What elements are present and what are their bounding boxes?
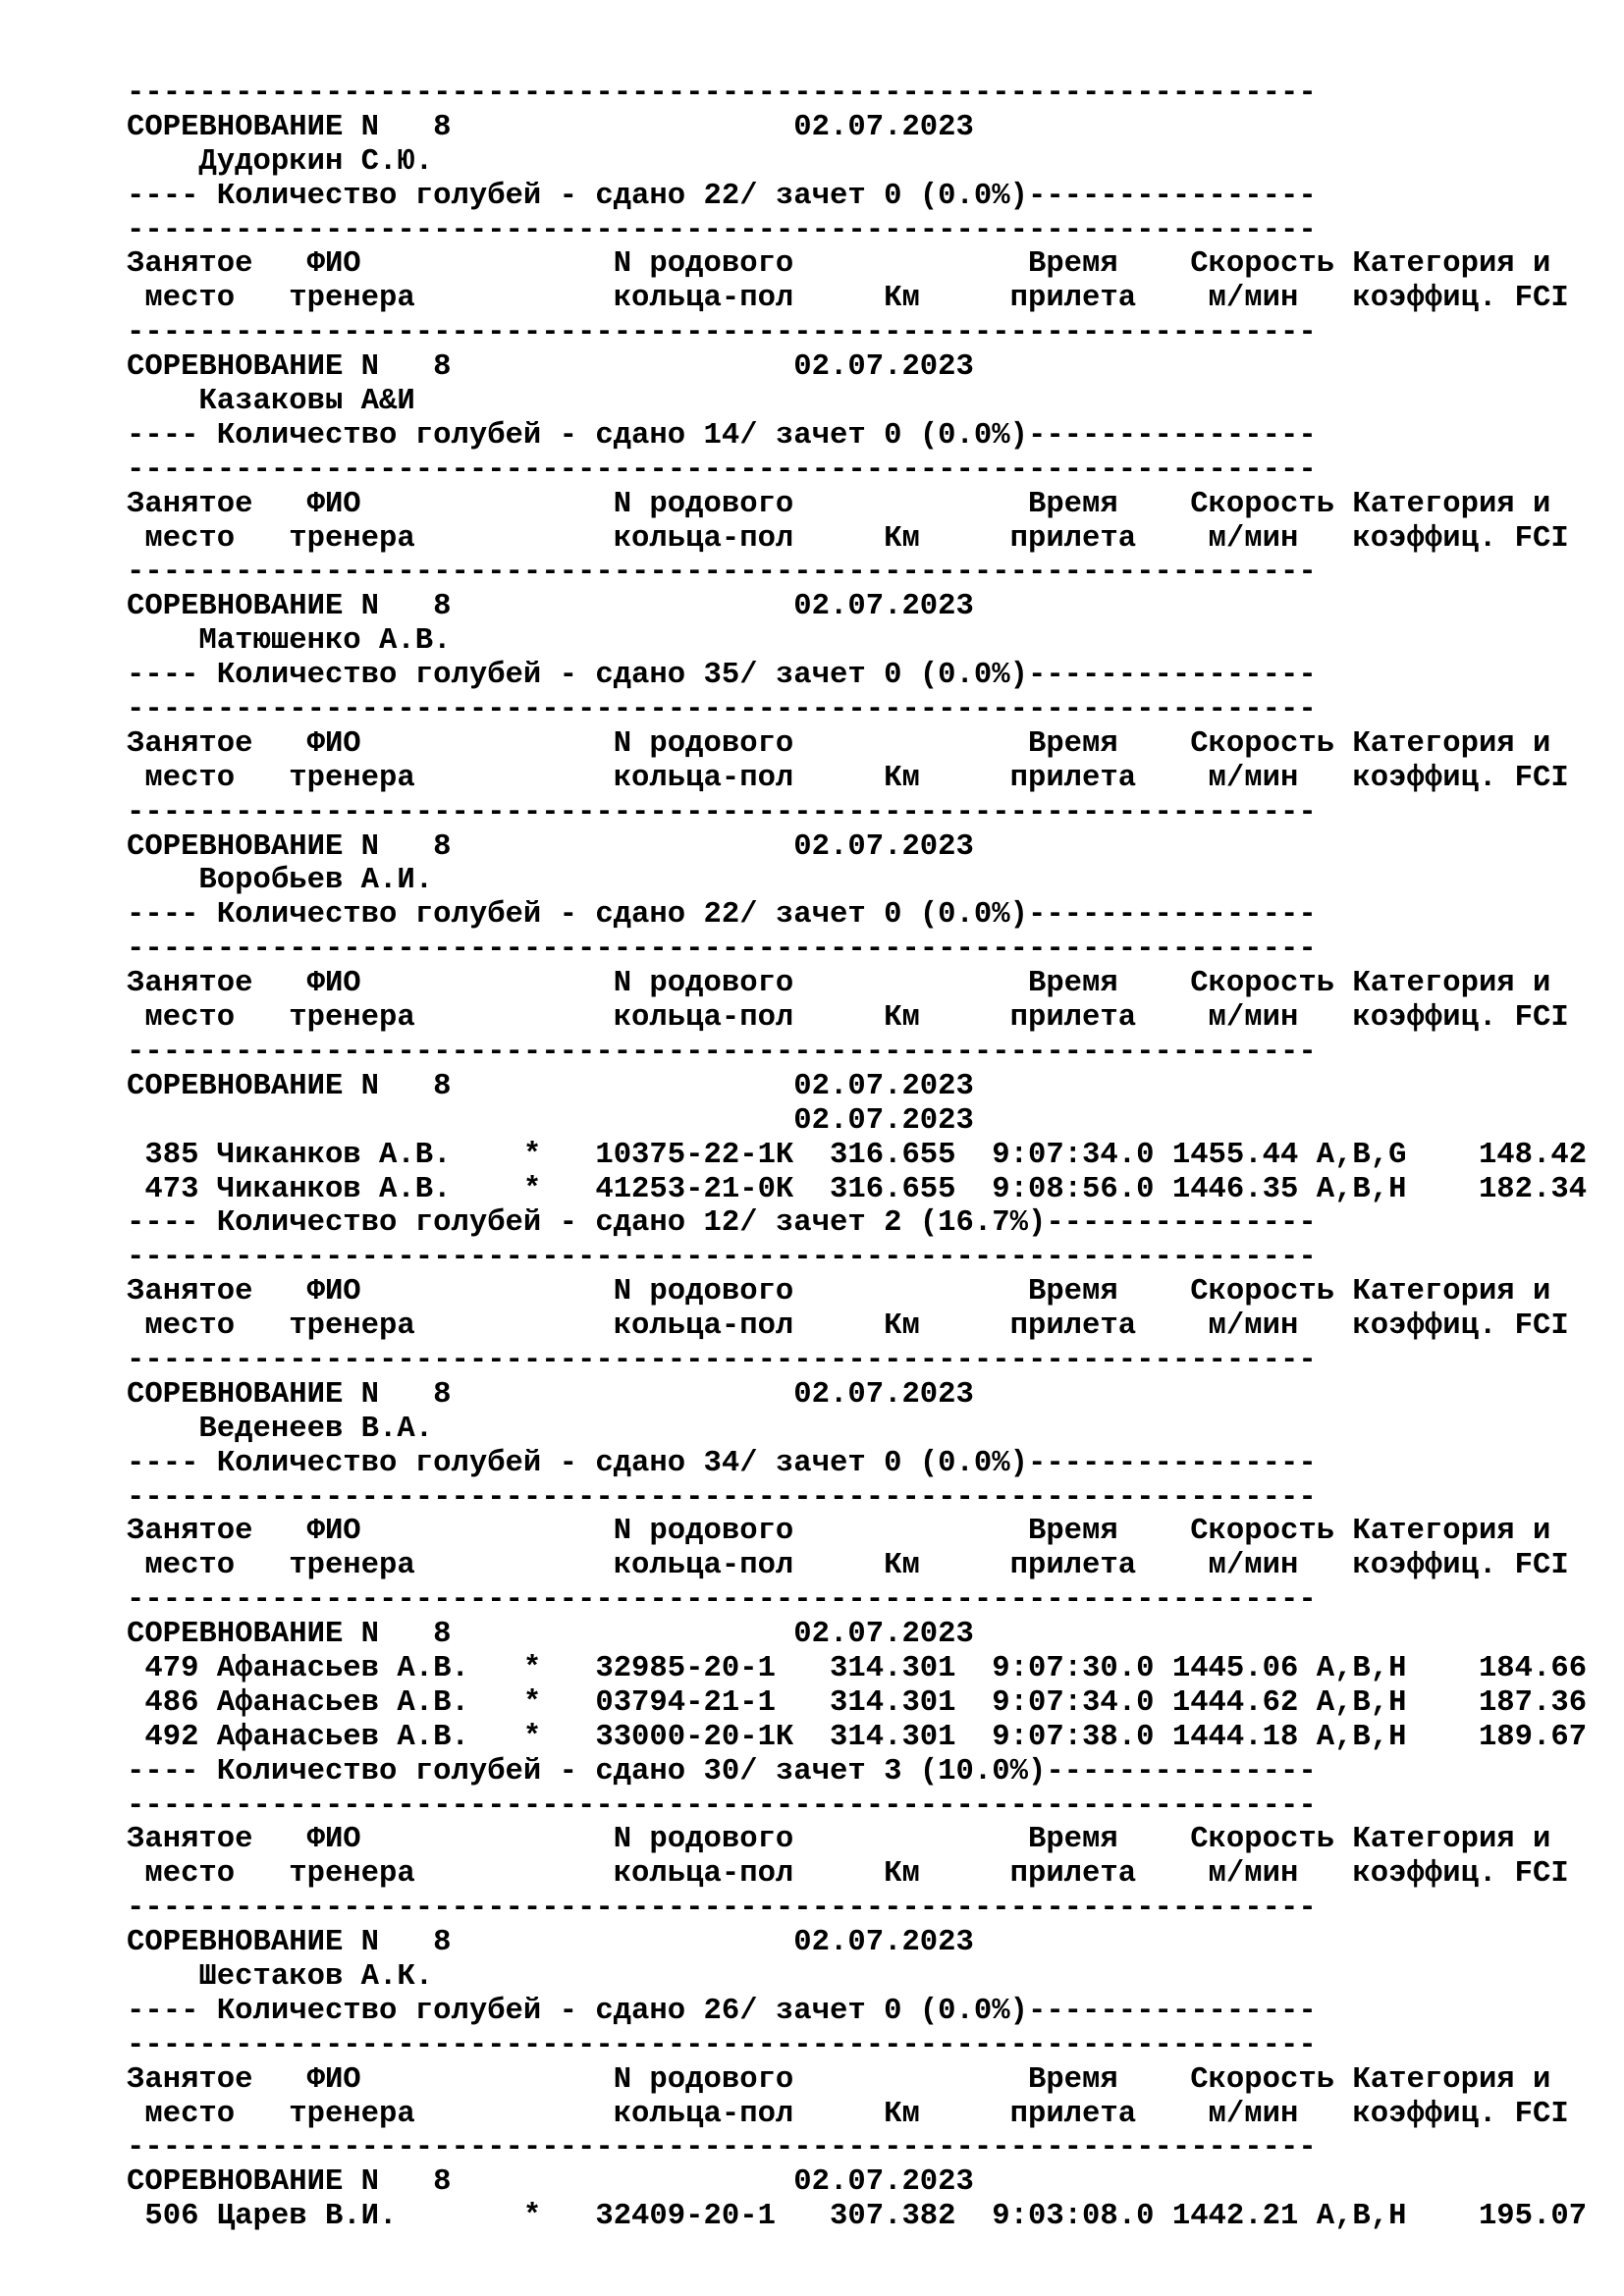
column-header-row: место тренера кольца-пол Км прилета м/мин коэффиц. FCI <box>127 1857 1569 1892</box>
date-line: 02.07.2023 <box>127 1103 974 1138</box>
birds-count-summary: ---- Количество голубей - сдано 22/ зачет 0 (0.0%)---------------- <box>127 179 1317 213</box>
competition-header: СОРЕВНОВАНИЕ N 8 02.07.2023 <box>127 829 974 864</box>
trainer-name: Дудоркин С.Ю. <box>127 144 434 179</box>
separator-line: ------------------------------------------------------------------ <box>127 2028 1317 2062</box>
separator-line: ------------------------------------------------------------------ <box>127 213 1317 247</box>
column-header-row: место тренера кольца-пол Км прилета м/мин коэффиц. FCI <box>127 2097 1569 2131</box>
separator-line: ------------------------------------------------------------------ <box>127 693 1317 727</box>
report-sheet <box>127 77 1599 2234</box>
birds-count-summary: ---- Количество голубей - сдано 14/ зачет 0 (0.0%)---------------- <box>127 418 1317 453</box>
separator-line: ------------------------------------------------------------------ <box>127 1892 1317 1926</box>
competition-header: СОРЕВНОВАНИЕ N 8 02.07.2023 <box>127 1926 974 1960</box>
column-header-row: Занятое ФИО N родового Время Скорость Категория и <box>127 967 1551 1001</box>
column-header-row: место тренера кольца-пол Км прилета м/мин коэффиц. FCI <box>127 1001 1569 1036</box>
result-row: 473 Чиканков А.В. * 41253-21-0К 316.655 9:08:56.0 1446.35 A,B,H 182.34 <box>127 1172 1588 1206</box>
birds-count-summary: ---- Количество голубей - сдано 35/ зачет 0 (0.0%)---------------- <box>127 659 1317 693</box>
birds-count-summary: ---- Количество голубей - сдано 26/ зачет 0 (0.0%)---------------- <box>127 1994 1317 2028</box>
competition-header: СОРЕВНОВАНИЕ N 8 02.07.2023 <box>127 1377 974 1412</box>
separator-line: ------------------------------------------------------------------ <box>127 453 1317 487</box>
column-header-row: место тренера кольца-пол Км прилета м/мин коэффиц. FCI <box>127 1549 1569 1583</box>
separator-line: ------------------------------------------------------------------ <box>127 1035 1317 1069</box>
column-header-row: место тренера кольца-пол Км прилета м/мин коэффиц. FCI <box>127 1309 1569 1344</box>
trainer-name: Казаковы А&И <box>127 385 415 419</box>
separator-line: ------------------------------------------------------------------ <box>127 795 1317 829</box>
column-header-row: Занятое ФИО N родового Время Скорость Категория и <box>127 726 1551 761</box>
separator-line: ------------------------------------------------------------------ <box>127 77 1317 110</box>
competition-header: СОРЕВНОВАНИЕ N 8 02.07.2023 <box>127 350 974 385</box>
result-row: 492 Афанасьев А.В. * 33000-20-1К 314.301 9:07:38.0 1444.18 A,B,H 189.67 <box>127 1720 1588 1754</box>
column-header-row: Занятое ФИО N родового Время Скорость Категория и <box>127 247 1551 282</box>
trainer-name: Матюшенко А.В. <box>127 624 452 659</box>
competition-header: СОРЕВНОВАНИЕ N 8 02.07.2023 <box>127 110 974 144</box>
result-row: 506 Царев В.И. * 32409-20-1 307.382 9:03:08.0 1442.21 A,B,H 195.07 <box>127 2200 1588 2234</box>
column-header-row: место тренера кольца-пол Км прилета м/мин коэффиц. FCI <box>127 521 1569 556</box>
separator-line: ------------------------------------------------------------------ <box>127 316 1317 350</box>
separator-line: ------------------------------------------------------------------ <box>127 933 1317 967</box>
birds-count-summary: ---- Количество голубей - сдано 30/ зачет 3 (10.0%)--------------- <box>127 1754 1317 1789</box>
competition-header: СОРЕВНОВАНИЕ N 8 02.07.2023 <box>127 590 974 624</box>
column-header-row: Занятое ФИО N родового Время Скорость Категория и <box>127 2062 1551 2097</box>
separator-line: ------------------------------------------------------------------ <box>127 1789 1317 1823</box>
competition-header: СОРЕВНОВАНИЕ N 8 02.07.2023 <box>127 1618 974 1652</box>
column-header-row: Занятое ФИО N родового Время Скорость Категория и <box>127 1823 1551 1857</box>
competition-header: СОРЕВНОВАНИЕ N 8 02.07.2023 <box>127 2165 974 2200</box>
birds-count-summary: ---- Количество голубей - сдано 12/ зачет 2 (16.7%)--------------- <box>127 1206 1317 1241</box>
trainer-name: Воробьев А.И. <box>127 864 434 898</box>
trainer-name: Шестаков А.К. <box>127 1959 434 1994</box>
separator-line: ------------------------------------------------------------------ <box>127 1343 1317 1377</box>
column-header-row: место тренера кольца-пол Км прилета м/мин коэффиц. FCI <box>127 761 1569 795</box>
result-row: 486 Афанасьев А.В. * 03794-21-1 314.301 9:07:34.0 1444.62 A,B,H 187.36 <box>127 1685 1588 1720</box>
separator-line: ------------------------------------------------------------------ <box>127 1583 1317 1618</box>
column-header-row: Занятое ФИО N родового Время Скорость Категория и <box>127 1275 1551 1309</box>
column-header-row: Занятое ФИО N родового Время Скорость Категория и <box>127 1515 1551 1549</box>
birds-count-summary: ---- Количество голубей - сдано 22/ зачет 0 (0.0%)---------------- <box>127 898 1317 933</box>
separator-line: ------------------------------------------------------------------ <box>127 1480 1317 1515</box>
result-row: 479 Афанасьев А.В. * 32985-20-1 314.301 9:07:30.0 1445.06 A,B,H 184.66 <box>127 1651 1588 1685</box>
separator-line: ------------------------------------------------------------------ <box>127 2131 1317 2165</box>
column-header-row: место тренера кольца-пол Км прилета м/мин коэффиц. FCI <box>127 282 1569 316</box>
trainer-name: Веденеев В.А. <box>127 1412 434 1446</box>
competition-header: СОРЕВНОВАНИЕ N 8 02.07.2023 <box>127 1069 974 1103</box>
result-row: 385 Чиканков А.В. * 10375-22-1К 316.655 9:07:34.0 1455.44 A,B,G 148.42 <box>127 1138 1588 1172</box>
separator-line: ------------------------------------------------------------------ <box>127 556 1317 590</box>
separator-line: ------------------------------------------------------------------ <box>127 1241 1317 1275</box>
birds-count-summary: ---- Количество голубей - сдано 34/ зачет 0 (0.0%)---------------- <box>127 1446 1317 1480</box>
column-header-row: Занятое ФИО N родового Время Скорость Категория и <box>127 487 1551 521</box>
